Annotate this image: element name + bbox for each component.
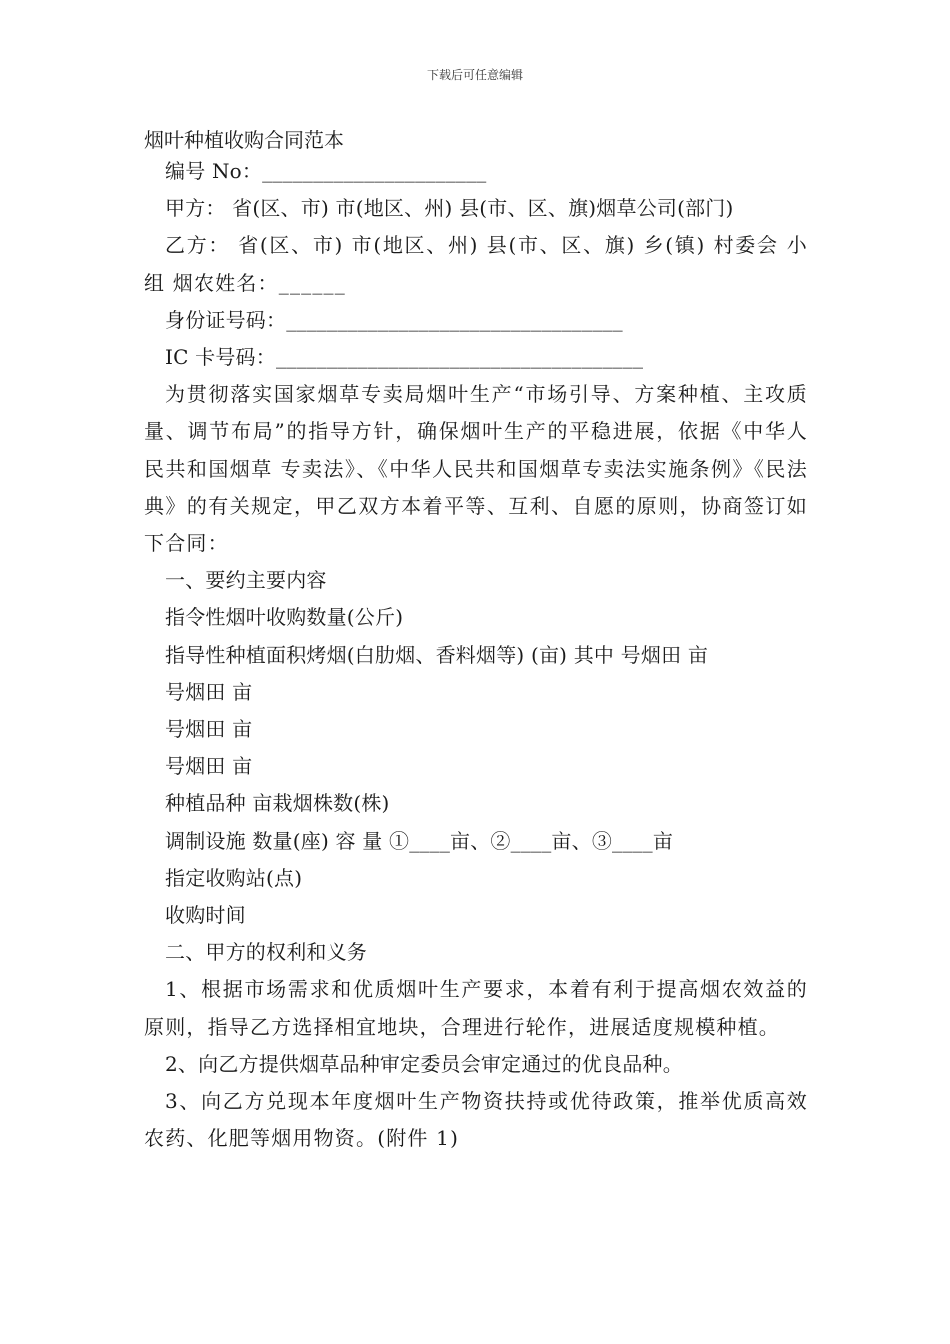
paragraph: 种植品种 亩栽烟株数(株) — [165, 791, 390, 816]
paragraph: 号烟田 亩 — [165, 717, 253, 742]
paragraph: 甲方： 省(区、市) 市(地区、州) 县(市、区、旗)烟草公司(部门) — [165, 196, 734, 221]
paragraph: 指导性种植面积烤烟(白肋烟、香料烟等) (亩) 其中 号烟田 亩 — [165, 642, 709, 667]
paragraph: 2、向乙方提供烟草品种审定委员会审定通过的优良品种。 — [165, 1051, 683, 1076]
paragraph: 3、向乙方兑现本年度烟叶生产物资扶持或优待政策，推举优质高效农药、化肥等烟用物资。(附件 1) — [144, 1089, 808, 1151]
paragraph: 收购时间 — [165, 903, 246, 928]
header-note: 下载后可任意编辑 — [426, 68, 523, 82]
paragraph: 调制设施 数量(座) 容 量 ①____亩、②____亩、③____亩 — [165, 828, 674, 853]
paragraph: 为贯彻落实国家烟草专卖局烟叶生产“市场引导、方案种植、主攻质量、调节布局”的指导方针，确保烟叶生产的平稳进展，依据《中华人民共和国烟草 专卖法》、《中华人民共和国烟草专卖法实施条例》《民法典》的有关规定，甲乙双方本着平等、互利、自愿的原则，协商签订如下合同： — [144, 382, 808, 556]
paragraph: 号烟田 亩 — [165, 679, 253, 704]
paragraph: 编号 No：______________________ — [165, 159, 487, 183]
paragraph: 指令性烟叶收购数量(公斤) — [165, 605, 404, 630]
document-title: 烟叶种植收购合同范本 — [144, 128, 344, 152]
paragraph: 乙方： 省(区、市) 市(地区、州) 县(市、区、旗) 乡(镇) 村委会 小组 烟农姓名：______ — [144, 233, 808, 295]
paragraph: IC 卡号码：____________________________________ — [165, 345, 644, 370]
paragraph: 身份证号码：_________________________________ — [165, 307, 623, 332]
paragraph: 二、甲方的权利和义务 — [165, 940, 367, 965]
document-body — [144, 153, 808, 1157]
paragraph: 指定收购站(点) — [165, 865, 303, 890]
paragraph: 1、根据市场需求和优质烟叶生产要求，本着有利于提高烟农效益的原则，指导乙方选择相宜地块，合理进行轮作，进展适度规模种植。 — [144, 977, 808, 1039]
paragraph: 号烟田 亩 — [165, 754, 253, 779]
paragraph: 一、要约主要内容 — [165, 568, 327, 593]
